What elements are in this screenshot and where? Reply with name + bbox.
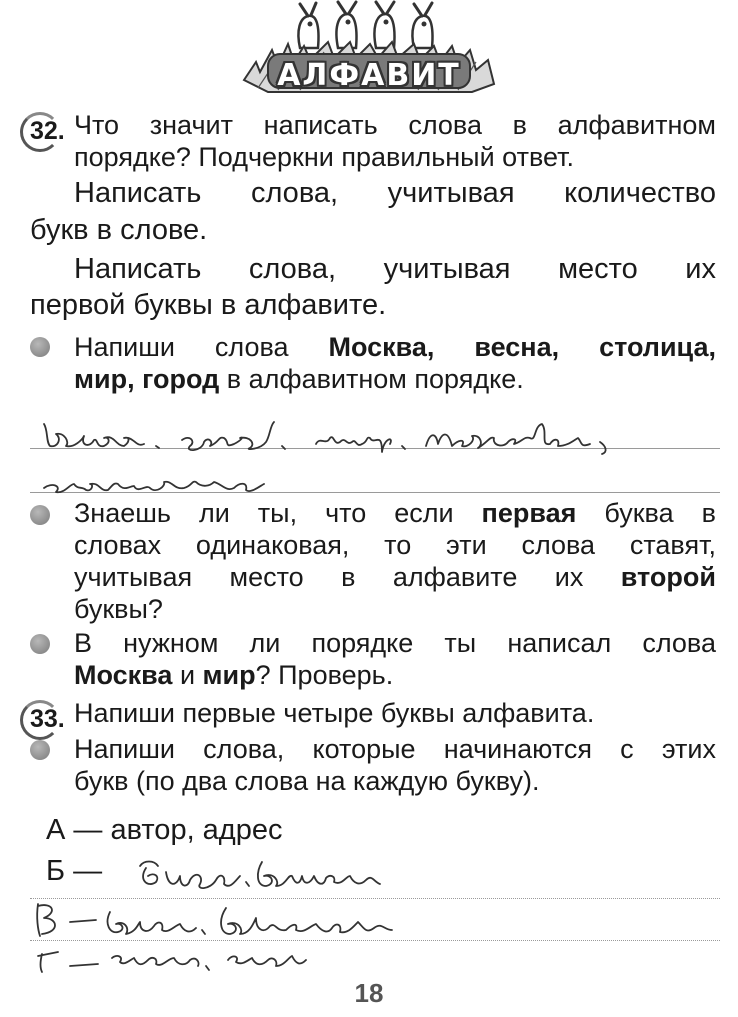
task32-bullet3-line1	[74, 628, 716, 659]
word: в	[701, 498, 716, 528]
word: и	[179, 660, 196, 690]
word: ты	[444, 628, 477, 658]
word: количество	[564, 177, 716, 209]
task33-bullet1-line1	[74, 734, 716, 765]
bold-word: столица,	[599, 332, 716, 362]
word: начинаются	[443, 734, 592, 764]
word: если	[394, 498, 454, 528]
word: значит	[149, 110, 233, 140]
banner-title: АЛФАВИТ	[277, 58, 461, 93]
answer-option-1-line2: букв в слове.	[30, 214, 208, 246]
word: алфавите	[392, 562, 518, 592]
bullet-icon	[30, 740, 50, 760]
task-number-badge-32	[20, 112, 70, 154]
task32-question-line1	[74, 110, 716, 141]
word: буква	[604, 498, 674, 528]
word: учитывая	[387, 177, 515, 209]
word: то	[384, 530, 412, 560]
handwritten-answers	[30, 846, 510, 979]
word: Напиши	[74, 332, 175, 362]
word: Что	[74, 110, 120, 140]
task33-bullet1-line2: букв (по два слова на каждую букву).	[74, 766, 540, 796]
word: ты,	[257, 498, 298, 528]
task32-bullet1-line1	[74, 332, 716, 363]
word: ли	[198, 498, 230, 528]
word: слова	[408, 110, 482, 140]
word: место	[558, 253, 638, 285]
task-number: 32.	[30, 117, 65, 145]
word: Напиши	[74, 734, 175, 764]
word: написал	[507, 628, 612, 658]
task32-bullet2-line3	[74, 562, 716, 593]
word: порядке	[311, 628, 414, 658]
header-banner	[238, 0, 500, 100]
word: эти	[446, 530, 487, 560]
bold-word: второй	[620, 562, 716, 592]
word: одинаковая,	[195, 530, 350, 560]
word: их	[554, 562, 584, 592]
word: в	[341, 562, 356, 592]
answer-option-1-line1	[74, 178, 716, 209]
text: ? Проверь.	[255, 660, 394, 690]
word: место	[229, 562, 304, 592]
task32-bullet3-line2	[74, 660, 393, 691]
word: написать	[263, 110, 378, 140]
bold-word: Москва	[74, 660, 173, 690]
word: с	[620, 734, 634, 764]
word: Написать	[74, 253, 202, 285]
answer-option-2-line1	[74, 254, 716, 285]
word: что	[325, 498, 367, 528]
handwritten-answer	[34, 402, 694, 502]
task-number: 33.	[30, 705, 65, 733]
word: слова,	[248, 253, 337, 285]
bold-words: мир, город	[74, 364, 220, 394]
word: этих	[661, 734, 716, 764]
word: учитывая	[74, 562, 193, 592]
word: слова	[214, 332, 289, 362]
word: В	[74, 628, 93, 658]
bullet-icon	[30, 337, 50, 357]
task32-bullet1-line2	[74, 364, 524, 395]
task32-bullet2-line4: буквы?	[74, 594, 163, 624]
bullet-icon	[30, 634, 50, 654]
word: Знаешь	[74, 498, 171, 528]
page-number: 18	[354, 978, 384, 1008]
bold-word: весна,	[474, 332, 560, 362]
bold-word: мир	[202, 660, 256, 690]
task-number-badge-33	[20, 700, 70, 742]
text: в алфавитном порядке.	[226, 364, 524, 394]
word: их	[685, 253, 716, 285]
word: нужном	[123, 628, 219, 658]
word: Написать	[74, 177, 202, 209]
bold-word: Москва,	[328, 332, 435, 362]
word: слова	[642, 628, 716, 658]
bullet-icon	[30, 505, 50, 525]
answer-letter-b-prefix: Б —	[46, 855, 103, 887]
word: словах	[74, 530, 162, 560]
word: учитывая	[383, 253, 511, 285]
word: ставят,	[629, 530, 716, 560]
word: которые	[312, 734, 416, 764]
word: слова	[521, 530, 596, 560]
word: слова,	[203, 734, 285, 764]
word: в	[512, 110, 527, 140]
word: ли	[249, 628, 281, 658]
word: слова,	[250, 177, 339, 209]
answer-option-2-line2: первой буквы в алфавите.	[30, 289, 387, 321]
task33-instruction: Напиши первые четыре буквы алфавита.	[74, 698, 595, 728]
word: алфавитном	[557, 110, 716, 140]
task32-question-line2: порядке? Подчеркни правильный ответ.	[74, 142, 574, 172]
task32-bullet2-line2	[74, 530, 716, 561]
answer-letter-a: А — автор, адрес	[46, 814, 283, 846]
bold-word: первая	[481, 498, 577, 528]
task32-bullet2-line1	[74, 498, 716, 529]
